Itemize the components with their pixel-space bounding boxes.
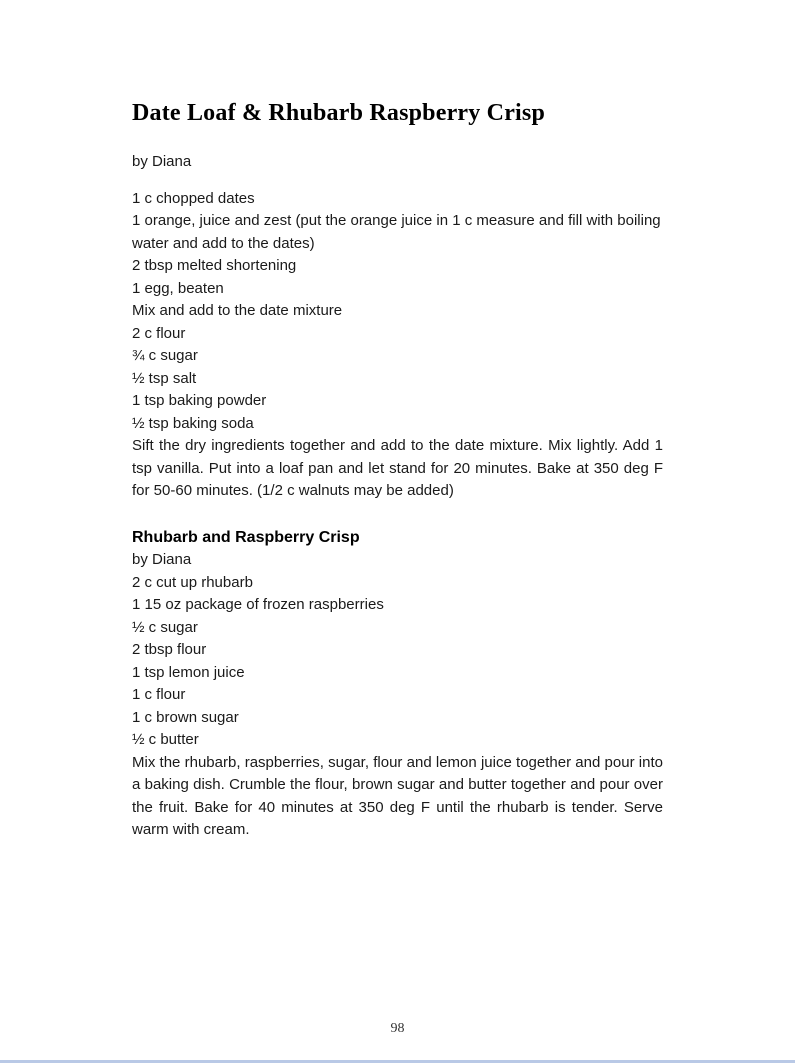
ingredient-line: 1 c flour	[132, 686, 186, 703]
ingredient-line: 2 tbsp melted shortening	[132, 257, 297, 274]
ingredient-line: ½ c sugar	[132, 618, 198, 636]
ingredient-line: ¾ c sugar	[132, 347, 198, 364]
ingredient-line: 1 c chopped dates	[132, 189, 255, 207]
page-title: Date Loaf & Rhubarb Raspberry Crisp	[132, 100, 546, 126]
recipe2-instructions-paragraph: Mix the rhubarb, raspberries, sugar, flour and lemon juice together and pour into a baking dish. Crumble the flour, brown sugar and butter together and pour over the fruit. Bake for 40 minutes at 350 deg F until the rhubarb is tender. Serve warm with cream.	[132, 753, 663, 838]
ingredient-line: 2 c cut up rhubarb	[132, 573, 253, 591]
ingredient-line: ½ c butter	[132, 731, 199, 748]
recipe1-instructions-paragraph: Sift the dry ingredients together and add to the date mixture. Mix lightly. Add 1 tsp vanilla. Put into a loaf pan and let stand for 20 minutes. Bake at 350 deg F for 50-60 minutes. (1/2 c walnuts may be added)	[132, 437, 663, 499]
ingredient-line: 1 15 oz package of frozen raspberries	[132, 596, 384, 613]
page-number: 98	[390, 1021, 405, 1036]
ingredient-line: 1 tsp baking powder	[132, 392, 267, 409]
ingredient-line: 1 c brown sugar	[132, 708, 239, 726]
byline-recipe1: by Diana	[132, 153, 192, 170]
ingredient-line: ½ tsp salt	[132, 369, 197, 387]
ingredient-line: 1 tsp lemon juice	[132, 663, 245, 681]
recipe1-ingredient-list	[132, 188, 663, 436]
ingredient-line: 2 c flour	[132, 324, 186, 342]
ingredient-line: Mix and add to the date mixture	[132, 302, 343, 319]
byline-recipe2: by Diana	[132, 551, 192, 568]
ingredient-line: 1 egg, beaten	[132, 279, 224, 297]
section-heading-rhubarb-crisp: Rhubarb and Raspberry Crisp	[132, 528, 360, 546]
recipe2-ingredient-list	[132, 572, 663, 752]
ingredient-line: 1 orange, juice and zest (put the orange juice in 1 c measure and fill with boiling water and add to the dates)	[132, 212, 661, 252]
ingredient-line: 2 tbsp flour	[132, 641, 207, 658]
ingredient-line: ½ tsp baking soda	[132, 414, 254, 432]
